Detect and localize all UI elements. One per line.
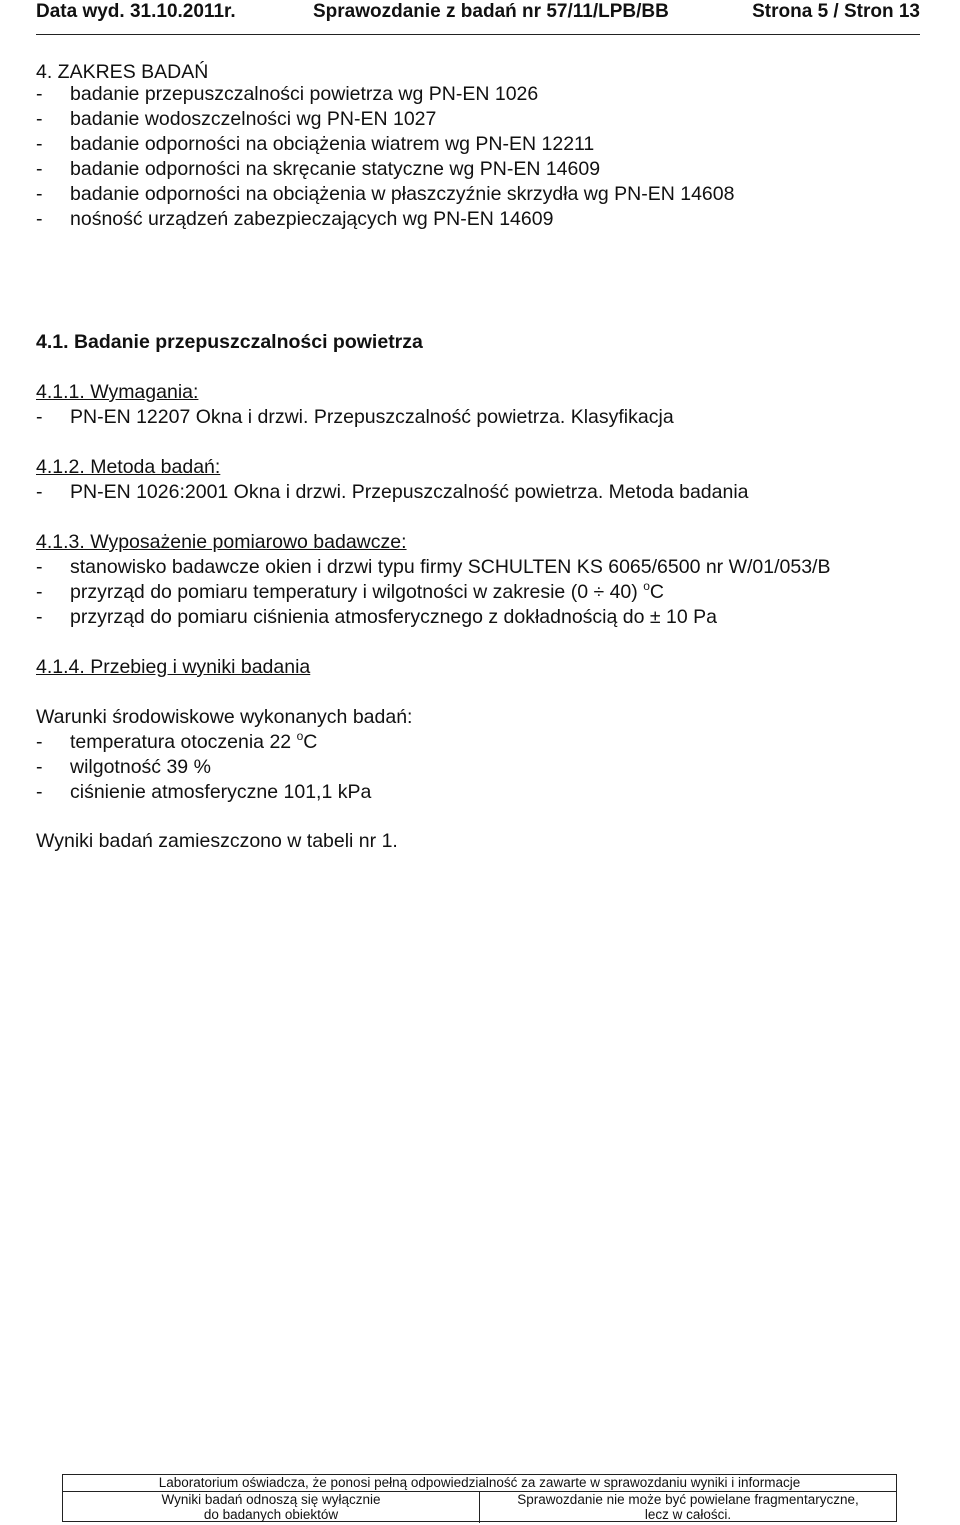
footer-right-cell [479, 1492, 896, 1523]
plus-minus-sign: ± [649, 606, 661, 628]
bullet: - [36, 731, 43, 753]
footer-right-line-2: lecz w całości. [644, 1507, 732, 1522]
degree-sign: o [643, 579, 650, 593]
requirements-item: PN-EN 12207 Okna i drzwi. Przepuszczalność powietrza. Klasyfikacja [70, 406, 674, 428]
section-4-1-title: 4.1. Badanie przepuszczalności powietrza [36, 331, 423, 353]
footer-statement: Laboratorium oświadcza, że ponosi pełną odpowiedzialność za zawarte w sprawozdaniu wyniki i informacje [63, 1475, 896, 1492]
bullet: - [36, 481, 43, 503]
method-item: PN-EN 1026:2001 Okna i drzwi. Przepuszczalność powietrza. Metoda badania [70, 481, 749, 503]
requirements-title: 4.1.1. Wymagania: [36, 381, 199, 403]
equipment-title: 4.1.3. Wyposażenie pomiarowo badawcze: [36, 531, 407, 553]
section-4-title: 4. ZAKRES BADAŃ [36, 61, 209, 83]
bullet: - [36, 606, 43, 628]
report-number: Sprawozdanie z badań nr 57/11/LPB/BB [313, 1, 669, 22]
bullet: - [36, 756, 43, 778]
bullet: - [36, 133, 43, 155]
scope-item-1: badanie przepuszczalności powietrza wg PN-EN 1026 [70, 83, 539, 105]
bullet: - [36, 158, 43, 180]
scope-item-3: badanie odporności na obciążenia wiatrem wg PN-EN 12211 [70, 133, 595, 155]
condition-humidity: wilgotność 39 % [70, 756, 211, 778]
bullet: - [36, 108, 43, 130]
page-footer [62, 1474, 897, 1522]
bullet: - [36, 781, 43, 803]
scope-item-2: badanie wodoszczelności wg PN-EN 1027 [70, 108, 437, 130]
results-note: Wyniki badań zamieszczono w tabeli nr 1. [36, 830, 398, 852]
footer-left-line-1: Wyniki badań odnoszą się wyłącznie [161, 1492, 381, 1507]
bullet: - [36, 581, 43, 603]
course-title: 4.1.4. Przebieg i wyniki badania [36, 656, 311, 678]
scope-item-4: badanie odporności na skręcanie statyczne wg PN-EN 14609 [70, 158, 601, 180]
equipment-stand: stanowisko badawcze okien i drzwi typu firmy SCHULTEN KS 6065/6500 nr W/01/053/B [70, 556, 831, 578]
bullet: - [36, 83, 43, 105]
issue-date: Data wyd. 31.10.2011r. [36, 1, 236, 22]
footer-right-line-1: Sprawozdanie nie może być powielane fragmentaryczne, [517, 1492, 859, 1507]
footer-left-cell [63, 1492, 479, 1523]
bullet: - [36, 406, 43, 428]
scope-item-5: badanie odporności na obciążenia w płaszczyźnie skrzydła wg PN-EN 14608 [70, 183, 735, 205]
equipment-thermohygrometer: przyrząd do pomiaru temperatury i wilgotności w zakresie (0 ÷ 40) $^o$C [70, 579, 664, 603]
condition-pressure: ciśnienie atmosferyczne 101,1 kPa [70, 781, 372, 803]
bullet: - [36, 208, 43, 230]
condition-temperature: temperatura otoczenia 22 $^o$C [70, 729, 318, 753]
page-header [36, 0, 920, 35]
equipment-barometer: przyrząd do pomiaru ciśnienia atmosferycznego z dokładnością do ± 10 Pa [70, 606, 717, 628]
degree-sign: o [296, 729, 304, 743]
division-sign: ÷ [593, 581, 605, 603]
scope-item-6: nośność urządzeń zabezpieczających wg PN-EN 14609 [70, 208, 554, 230]
page-number: Strona 5 / Stron 13 [752, 1, 920, 22]
bullet: - [36, 183, 43, 205]
bullet: - [36, 556, 43, 578]
conditions-title: Warunki środowiskowe wykonanych badań: [36, 706, 413, 728]
method-title: 4.1.2. Metoda badań: [36, 456, 221, 478]
footer-left-line-2: do badanych obiektów [203, 1507, 339, 1522]
